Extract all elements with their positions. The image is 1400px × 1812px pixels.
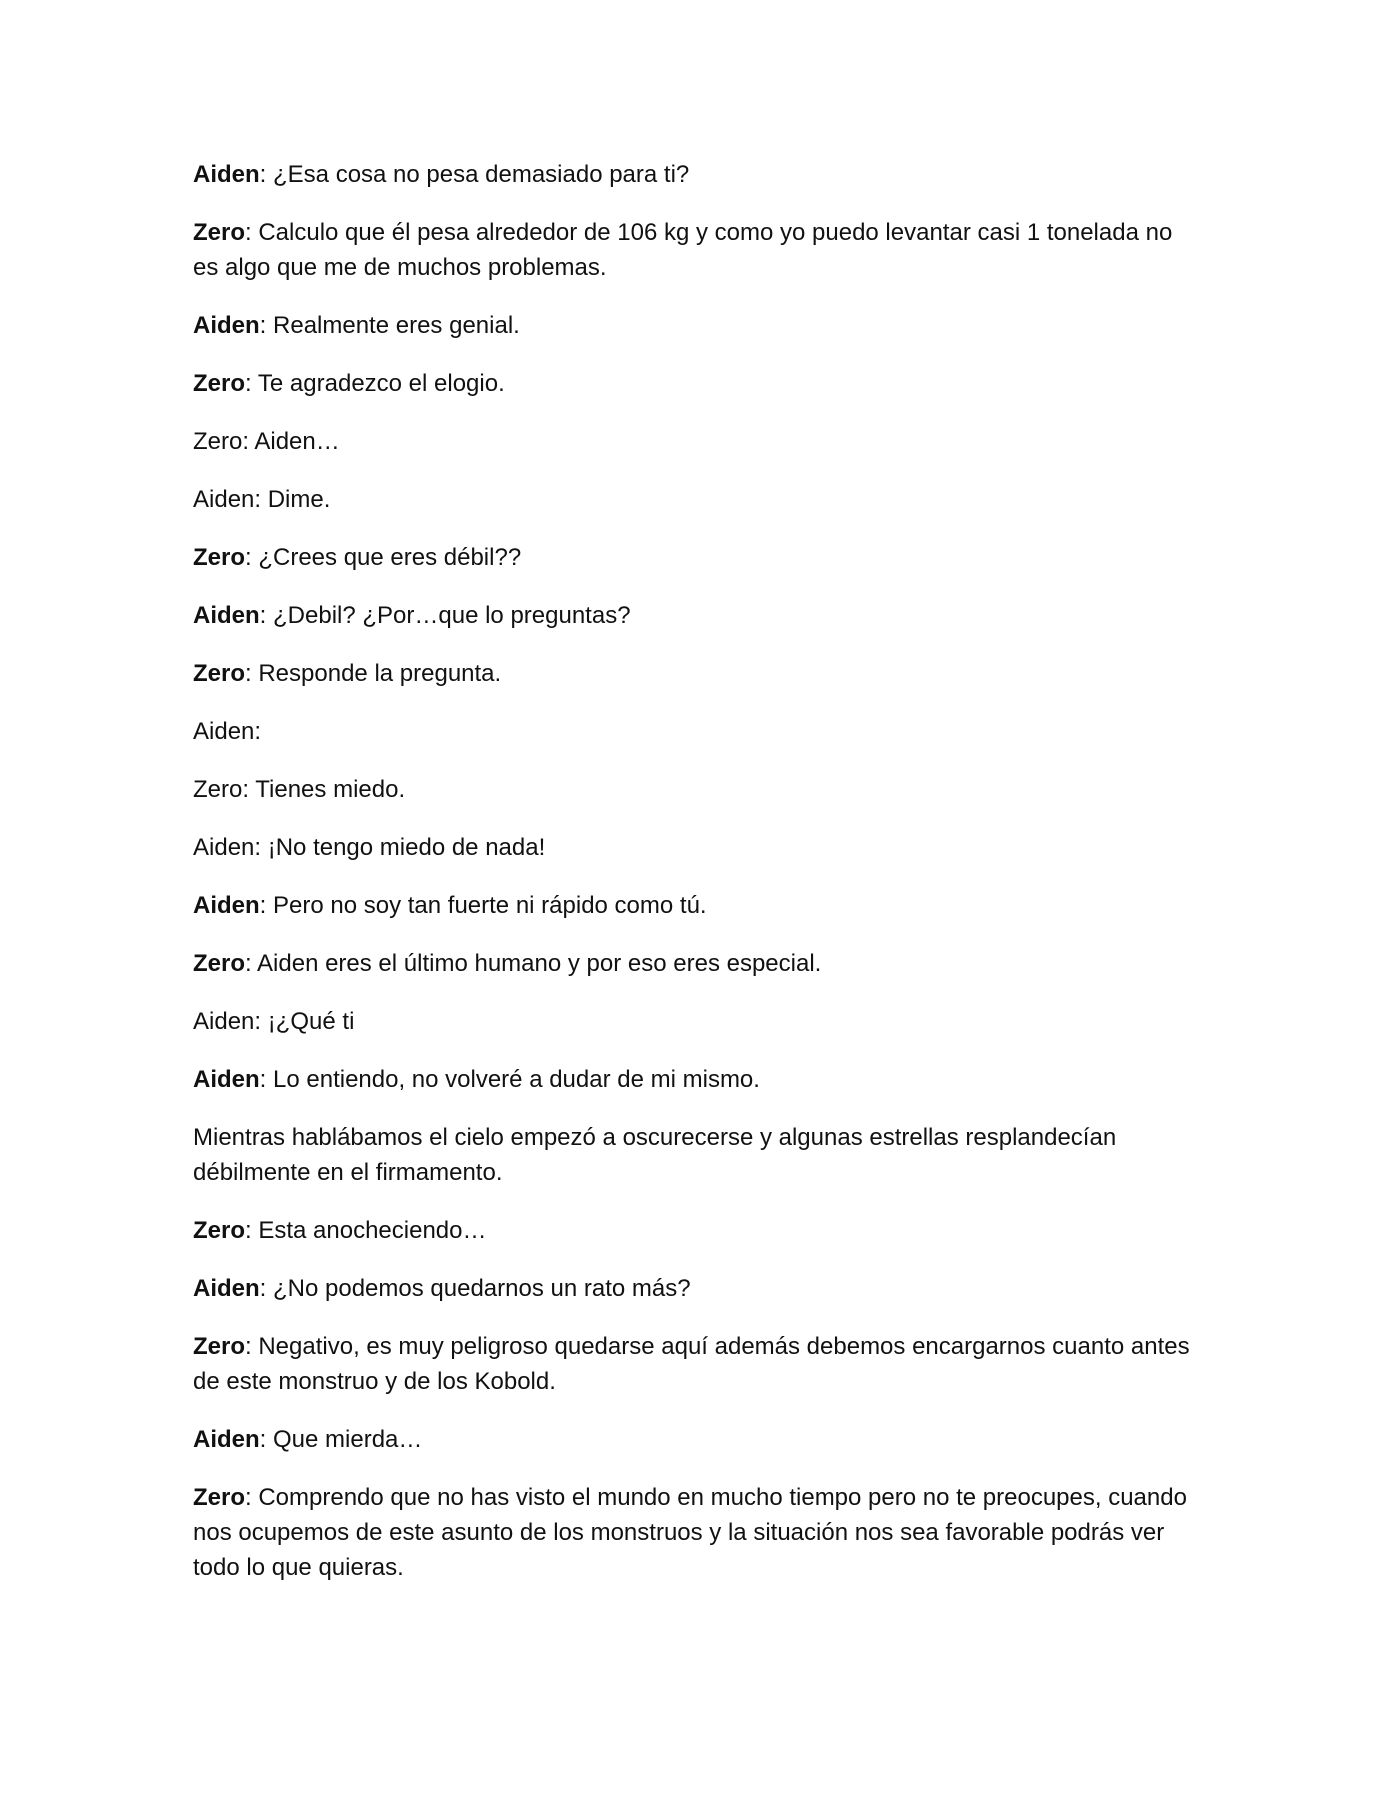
dialogue-text: : Te agradezco el elogio. — [245, 370, 505, 397]
speaker-name: Aiden — [193, 312, 260, 339]
dialogue-line — [193, 540, 1203, 575]
speaker-name: Zero — [193, 950, 246, 977]
dialogue-text: : Calculo que él pesa alrededor de 106 kg y como yo puedo levantar casi 1 tonelada no es algo que me de muchos problemas. — [193, 219, 1173, 281]
dialogue-line — [193, 656, 1203, 691]
dialogue-text: : Realmente eres genial. — [259, 312, 520, 339]
dialogue-line — [193, 1062, 1203, 1097]
dialogue-line — [193, 308, 1203, 343]
dialogue-line — [193, 1213, 1203, 1248]
dialogue-text: : Tienes miedo. — [242, 776, 406, 803]
speaker-name: Zero — [193, 776, 243, 803]
dialogue-text: : Pero no soy tan fuerte ni rápido como tú. — [259, 892, 707, 919]
dialogue-text: : Dime. — [254, 486, 331, 513]
speaker-name: Zero — [193, 1484, 246, 1511]
dialogue-text: : Lo entiendo, no volveré a dudar de mi mismo. — [259, 1066, 760, 1093]
speaker-name: Aiden — [193, 1008, 255, 1035]
dialogue-line — [193, 946, 1203, 981]
dialogue-line — [193, 1271, 1203, 1306]
dialogue-line — [193, 1329, 1203, 1399]
dialogue-text: : Comprendo que no has visto el mundo en mucho tiempo pero no te preocupes, cuando nos ocupemos de este asunto de los monstruos y la situación nos sea favorable podrás ver todo lo que quieras. — [193, 1484, 1187, 1581]
speaker-name: Aiden — [193, 602, 260, 629]
dialogue-line — [193, 1422, 1203, 1457]
speaker-name: Zero — [193, 370, 246, 397]
speaker-name: Aiden — [193, 486, 255, 513]
dialogue-text: : Aiden… — [242, 428, 340, 455]
dialogue-line — [193, 482, 1203, 517]
speaker-name: Zero — [193, 544, 246, 571]
dialogue-line — [193, 366, 1203, 401]
speaker-name: Aiden — [193, 718, 255, 745]
dialogue-text: : Esta anocheciendo… — [245, 1217, 487, 1244]
narration-paragraph — [193, 1120, 1203, 1190]
dialogue-text: : Responde la pregunta. — [245, 660, 502, 687]
dialogue-text: : ¡No tengo miedo de nada! — [254, 834, 546, 861]
dialogue-text: : Aiden eres el último humano y por eso eres especial. — [245, 950, 822, 977]
dialogue-text: : — [254, 718, 262, 745]
document-body — [193, 157, 1203, 1608]
dialogue-text: : ¿Crees que eres débil?? — [245, 544, 522, 571]
speaker-name: Zero — [193, 660, 246, 687]
dialogue-text: : ¿Debil? ¿Por…que lo preguntas? — [259, 602, 631, 629]
speaker-name: Aiden — [193, 161, 260, 188]
dialogue-text: : ¿Esa cosa no pesa demasiado para ti? — [259, 161, 690, 188]
speaker-name: Zero — [193, 428, 243, 455]
dialogue-line — [193, 888, 1203, 923]
dialogue-line — [193, 157, 1203, 192]
speaker-name: Aiden — [193, 1275, 260, 1302]
dialogue-line — [193, 830, 1203, 865]
dialogue-line — [193, 598, 1203, 633]
dialogue-line — [193, 1480, 1203, 1585]
speaker-name: Aiden — [193, 834, 255, 861]
speaker-name: Aiden — [193, 1066, 260, 1093]
dialogue-line — [193, 424, 1203, 459]
dialogue-line — [193, 1004, 1203, 1039]
speaker-name: Zero — [193, 1217, 246, 1244]
speaker-name: Zero — [193, 1333, 246, 1360]
dialogue-line — [193, 772, 1203, 807]
dialogue-text: : ¡¿Qué ti — [254, 1008, 355, 1035]
dialogue-line — [193, 714, 1203, 749]
speaker-name: Zero — [193, 219, 246, 246]
dialogue-text: : Negativo, es muy peligroso quedarse aquí además debemos encargarnos cuanto antes de este monstruo y de los Kobold. — [193, 1333, 1190, 1395]
speaker-name: Aiden — [193, 892, 260, 919]
dialogue-line — [193, 215, 1203, 285]
dialogue-text: : ¿No podemos quedarnos un rato más? — [259, 1275, 691, 1302]
narration-text: Mientras hablábamos el cielo empezó a oscurecerse y algunas estrellas resplandecían débilmente en el firmamento. — [193, 1124, 1117, 1186]
speaker-name: Aiden — [193, 1426, 260, 1453]
dialogue-text: : Que mierda… — [259, 1426, 423, 1453]
